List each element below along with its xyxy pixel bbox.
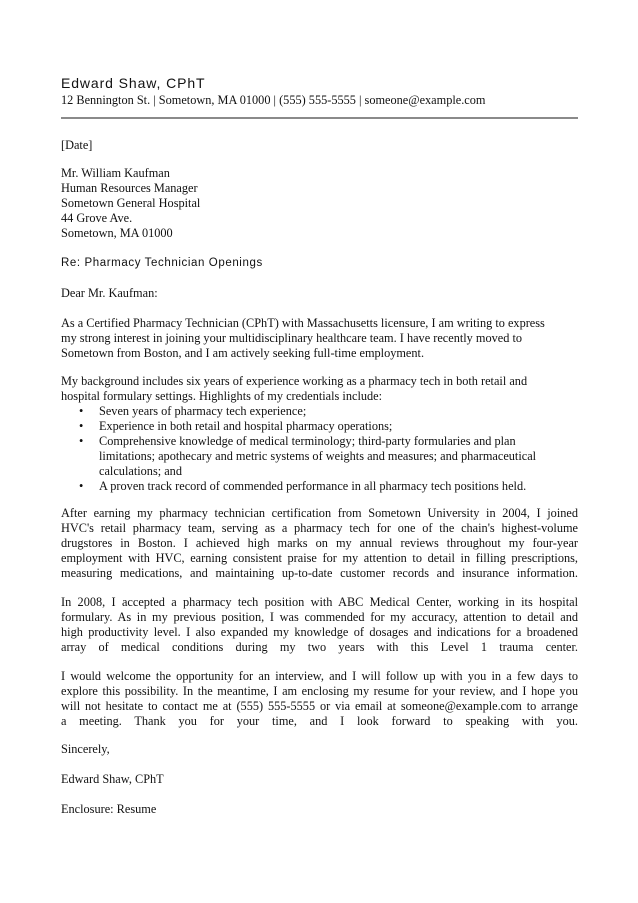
paragraph-intro bbox=[61, 316, 578, 361]
salutation bbox=[61, 286, 578, 301]
bullet-icon: • bbox=[79, 404, 84, 418]
paragraph-line: explore this possibility. In the meantime, I am enclosing my resume for your review, and I hope you bbox=[61, 684, 578, 698]
list-item-text: Experience in both retail and hospital pharmacy operations; bbox=[99, 419, 393, 433]
list-item-text: Seven years of pharmacy tech experience; bbox=[99, 404, 307, 418]
paragraph-line: As a Certified Pharmacy Technician (CPhT) with Massachusetts licensure, I am writing to express bbox=[61, 316, 545, 330]
recipient-address bbox=[61, 166, 578, 241]
paragraph-line: measuring medications, and maintaining up-to-date customer records and insurance information. bbox=[61, 566, 578, 580]
recipient-organization: Sometown General Hospital bbox=[61, 196, 201, 210]
date: [Date] bbox=[61, 138, 93, 152]
recipient-title: Human Resources Manager bbox=[61, 181, 198, 195]
bullet-icon: • bbox=[79, 479, 84, 493]
credentials-list bbox=[61, 404, 578, 494]
paragraph-line: hospital formulary settings. Highlights of my credentials include: bbox=[61, 389, 383, 403]
list-item bbox=[61, 434, 578, 479]
sender-name: Edward Shaw, CPhT bbox=[61, 75, 206, 91]
paragraph-background bbox=[61, 374, 578, 404]
paragraph-closing bbox=[61, 669, 578, 729]
list-item-text: Comprehensive knowledge of medical terminology; third-party formularies and plan bbox=[99, 434, 516, 448]
bullet-icon: • bbox=[79, 434, 84, 448]
paragraph-line: After earning my pharmacy technician certification from Sometown University in 2004, I joined bbox=[61, 506, 578, 520]
list-item-text: limitations; apothecary and metric systems of weights and measures; and pharmaceutical bbox=[99, 449, 537, 463]
signature-text: Edward Shaw, CPhT bbox=[61, 772, 164, 786]
list-item bbox=[61, 404, 578, 419]
list-item bbox=[61, 419, 578, 434]
closing-text: Sincerely, bbox=[61, 742, 110, 756]
paragraph-line: formulary. As in my previous position, I was commended for my accuracy, attention to detail and bbox=[61, 610, 578, 624]
list-item-text: A proven track record of commended performance in all pharmacy tech positions held. bbox=[99, 479, 527, 493]
subject-text: Re: Pharmacy Technician Openings bbox=[61, 257, 263, 269]
enclosure-text: Enclosure: Resume bbox=[61, 802, 157, 816]
paragraph-line: employment with HVC, earning consistent praise for my attention to detail in filling prescriptions, bbox=[61, 551, 578, 565]
header-divider bbox=[61, 117, 578, 119]
salutation-text: Dear Mr. Kaufman: bbox=[61, 286, 158, 300]
enclosure bbox=[61, 802, 578, 817]
paragraph-line: In 2008, I accepted a pharmacy tech position with ABC Medical Center, working in its hospital bbox=[61, 595, 578, 609]
paragraph-line: array of medical conditions during my two years with this Level 1 trauma center. bbox=[61, 640, 578, 654]
date-line bbox=[61, 138, 578, 153]
paragraph-line: high productivity level. I also expanded my knowledge of dosages and indications for a broadened bbox=[61, 625, 578, 639]
bullet-icon: • bbox=[79, 419, 84, 433]
paragraph-line: I would welcome the opportunity for an interview, and I will follow up with you in a few days to bbox=[61, 669, 578, 683]
paragraph-line: will not hesitate to contact me at (555) 555-5555 or via email at someone@example.com to arrange bbox=[61, 699, 578, 713]
paragraph-line: My background includes six years of experience working as a pharmacy tech in both retail and bbox=[61, 374, 528, 388]
recipient-name: Mr. William Kaufman bbox=[61, 166, 170, 180]
paragraph-line: a meeting. Thank you for your time, and I look forward to speaking with you. bbox=[61, 714, 578, 728]
closing bbox=[61, 742, 578, 757]
paragraph-hvc-experience bbox=[61, 506, 578, 581]
recipient-city: Sometown, MA 01000 bbox=[61, 226, 173, 240]
subject-line bbox=[61, 256, 578, 271]
paragraph-abc-experience bbox=[61, 595, 578, 655]
signature bbox=[61, 772, 578, 787]
sender-contact-line: 12 Bennington St. | Sometown, MA 01000 | (555) 555-5555 | someone@example.com bbox=[61, 93, 486, 107]
list-item-text: calculations; and bbox=[99, 464, 182, 478]
list-item bbox=[61, 479, 578, 494]
paragraph-line: drugstores in Boston. I achieved high marks on my annual reviews throughout my four-year bbox=[61, 536, 578, 550]
paragraph-line: my strong interest in joining your multidisciplinary healthcare team. I have recently moved to bbox=[61, 331, 523, 345]
recipient-street: 44 Grove Ave. bbox=[61, 211, 133, 225]
paragraph-line: HVC's retail pharmacy team, serving as a pharmacy tech for one of the chain's highest-volume bbox=[61, 521, 578, 535]
paragraph-line: Sometown from Boston, and I am actively seeking full-time employment. bbox=[61, 346, 425, 360]
